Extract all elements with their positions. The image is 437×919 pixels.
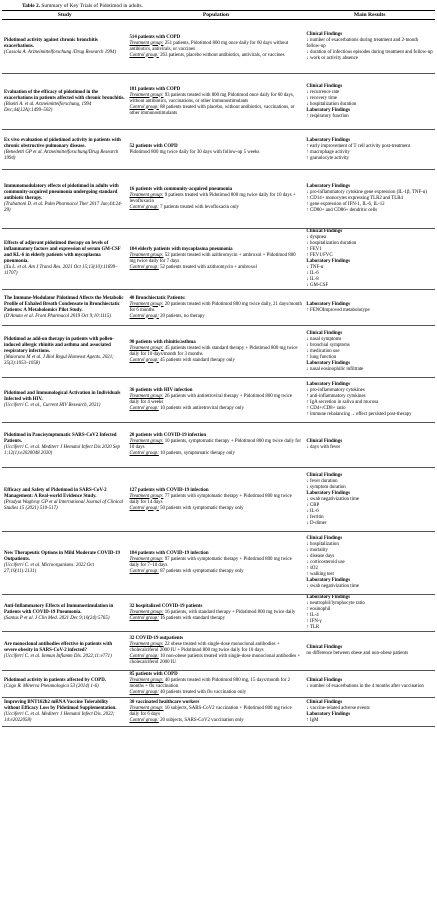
study-reference: (Cassola A. Arzneimittelforschung /Drug Research 1994) [4,49,117,55]
results-cell [304,468,435,532]
findings-heading: Clinical Findings [306,31,343,37]
population-heading: 36 patients with HIV infection [129,388,193,393]
group-description: 45 patients treated with standard therapy + Pidotimod 800 mg twice daily for 10 days/month for 3 months [129,345,298,357]
finding-item: ↓ hospitalization [306,542,339,547]
group-label: Treatment group: [129,557,164,562]
results-cell [304,671,435,698]
study-cell [2,423,127,468]
findings-heading: Clinical Findings [306,472,343,478]
caption-text: Summary of Key Trials of Pidotimod in adults. [40,3,143,9]
population-heading: 32 hospitalized COVID-19 patients [129,604,203,609]
finding-item: ↓ number of exacerbations in the 4 months after vaccination [306,684,424,689]
results-cell [304,130,435,170]
findings-heading: Clinical Findings [306,330,343,336]
study-cell [2,20,127,74]
group-label: Control group: [129,406,159,411]
findings-heading: Laboratory Findings [306,578,350,583]
group-description: 40 patients treated with Pidotimod 800 mg, 15 days/month for 2 months + flu vaccination [129,678,291,689]
study-reference: (Ucciferri C. et al. Microorganisms. 2022 Oct 27;10(11):2131) [4,563,94,574]
results-cell [304,326,435,378]
population-group [129,451,302,457]
group-description: 16 patients, with standard therapy + Pidotimod 800 mg twice daily [163,610,296,615]
group-label: Treatment group: [129,439,164,444]
group-label: Control group: [129,265,159,270]
group-description: 45 patients with standard therapy only [158,357,235,363]
population-group [129,439,302,451]
table-row [2,698,435,727]
population-cell [127,229,304,290]
group-description: 10 patients with antiretroviral therapy only [158,406,244,411]
study-reference: (Ucciferri C. et al., Current HIV Research, 2021) [4,403,101,408]
study-reference: (Trabattoni D. et al. Pulm Pharmacol Ther 2017 Jun;44:24-29) [4,202,123,213]
finding-item: ↓ hospitalization duration [306,101,357,107]
population-group [129,394,302,406]
group-label: Treatment group: [129,193,164,198]
finding-item: ↓ recurrence rate [306,89,340,95]
study-reference: (Ucciferri C. et al. Immun Inflamm Dis. 2022;11:e771) [4,654,112,659]
study-reference: (Benedetti GP et al. Arzneimittelforschung/Drug Research 1994) [4,149,119,161]
findings-heading: Laboratory Findings [306,259,350,264]
group-label: Treatment group: [129,92,164,98]
finding-item: ↑ CD4+/CD8+ ratio [306,406,346,411]
finding-item: ↓ disease days [306,554,335,559]
group-description: 77 patients with symptomatic therapy + Pidotimod 800 mg twice daily for 14 days [129,493,292,505]
table-row [2,130,435,170]
group-label: Treatment group: [129,678,164,683]
study-cell [2,532,127,595]
finding-item: ↑ CD80+ and CD86+ dendritic cells [306,208,378,213]
table-row [2,20,435,74]
group-description: 40 patients treated with flu vaccination only [158,690,247,695]
population-heading: 52 patients with COPD [129,143,178,149]
results-cell [304,632,435,671]
study-cell [2,671,127,698]
study-title: Pidotimod activity in patients affected by COPD. [4,678,107,683]
study-title: Ex vivo evaluation of pidotimod activity in patients with chronic obstructive pulmonary disease. [4,137,121,149]
study-reference: (Pradyut Waghray GP et al International Journal of Clinical Studies 15 (2021) 510-517) [4,499,123,511]
group-label: Control group: [129,654,159,659]
population-group [129,205,302,211]
population-cell [127,468,304,532]
population-group [129,93,302,105]
study-cell [2,290,127,326]
header-results: Main Results [304,11,435,20]
group-label: Treatment group: [129,642,164,647]
population-group [129,265,302,271]
study-reference: (Santus P et al. J Clin Med. 2021 Dec 9;10(24):5765) [4,616,110,621]
population-heading: 85 patients with COPD [129,672,178,677]
study-title: Immunomodulatory effects of pidotimod in adults with community-acquired pneumonia undergoing standard antibiotic therapy. [4,184,119,201]
table-row [2,671,435,698]
table-row [2,326,435,378]
group-description: 20 patients treated with Pidotimod 800 mg twice daily, 21 days/month for 6 months [129,301,302,313]
population-group [129,569,302,575]
table-row [2,532,435,595]
finding-item: ↓ pro-inflammatory cytokine gene expression (IL-1β, TNF-α) [306,190,427,195]
finding-item: ↓ hospitalization duration [306,241,357,246]
results-cell [304,378,435,423]
findings-heading: Clinical Findings [306,700,343,705]
table-row [2,468,435,532]
table-row [2,229,435,290]
finding-item: ↑ IgA secretion in saliva and mucosa [306,400,379,405]
finding-item: ↑ macrophage activity [306,149,350,155]
population-group [129,706,302,718]
population-heading: 16 patients with community-acquired pneumonia [129,187,233,192]
group-description: 52 patients treated with azithromycin + ambroxol [158,265,257,270]
finding-item: ↓ IL-6 [306,271,319,276]
group-description: 10 patients, symptomatic therapy + Pidotimod 800 mg twice daily for 10 days [129,439,301,450]
study-reference: (Bisetti A. et al. Arzneimittelforschung, 1994 Dec;44(12A):1499–502) [4,101,92,113]
study-title: Pidotimod as add-on therapy in patients with pollen-induced allergic rhinitis and asthma and associated respiratory infections. [4,336,114,354]
group-description: 263 patients, placebo without antibiotics, antivirals, or vaccines [158,52,285,58]
finding-item: ↓ neutrophil/lymphocyte ratio [306,601,365,606]
findings-heading: Laboratory Findings [306,382,350,387]
population-cell [127,130,304,170]
population-group [129,690,302,696]
study-reference: (Xu L. et al. Am J Transl Res. 2021 Oct 15;13(10):11699–11707) [4,265,118,276]
population-group [129,105,302,117]
results-cell [304,423,435,468]
table-row [2,290,435,326]
study-cell [2,130,127,170]
finding-item: ↓ duration of infectious episodes during treatment and follow-up [306,49,433,55]
finding-item: ↑ IFN-γ [306,619,322,624]
population-heading: 32 COVID-19 outpatients [129,636,183,641]
finding-item: ↑ TLR [306,625,320,630]
population-group [129,406,302,412]
population-group [129,193,302,205]
table-row [2,378,435,423]
population-heading: 184 patients with COVID-19 infection [129,551,209,556]
population-group [129,346,302,358]
population-cell [127,74,304,130]
results-cell [304,532,435,595]
population-group [129,678,302,690]
findings-heading: Laboratory Findings [306,360,350,366]
group-description: 10 non-obese patients treated with single-dose monoclonal antibodies + cholecalciferol 2000 IU [129,654,301,665]
population-cell [127,698,304,727]
group-description: 20 subjects, SARS-CoV2 vaccination only [158,718,244,723]
header-population: Population [127,11,304,20]
group-description: 88 patients treated with placebo, without antibiotics, vaccinations, or other immunostimulants [129,104,295,116]
population-group [129,253,302,265]
study-reference: (Maiorano M et al. J Biol Regul Homeost Agents. 2021; 35(3):1053–1058) [4,354,114,366]
population-group [129,53,302,59]
findings-heading: Clinical Findings [306,229,343,234]
group-label: Treatment group: [129,253,164,258]
study-title: Are monoclonal antibodies effective in patients with severe obesity in SARS-CoV-2 infected? [4,642,113,653]
table-body [2,20,435,727]
finding-item: ↑ immune rebalancing→ effect persisted post-therapy [306,412,412,417]
findings-heading: Clinical Findings [306,439,343,444]
population-cell [127,170,304,229]
population-heading: 127 patients with COVID-19 infection [129,487,209,493]
results-cell [304,698,435,727]
finding-item: ↓ work or activity absence [306,55,358,61]
finding-item: ↓ pro-inflammatory cytokines [306,388,365,393]
finding-item: ↑ IL-4 [306,613,319,618]
group-label: Treatment group: [129,40,164,46]
group-label: Treatment group: [129,610,164,615]
population-heading: 20 patients with COVID-19 infection [129,433,207,438]
population-heading: 30 vaccinated healthcare workers [129,700,200,705]
header-row [2,11,435,20]
study-cell [2,632,127,671]
group-description: 10 patients, symptomatic therapy only [158,451,235,456]
group-label: Control group: [129,104,159,110]
group-description: Pidotimod 800 mg twice daily for 30 days with follow-up 5 weeks [129,149,260,155]
group-description: 16 patients with standard therapy [158,616,226,621]
group-description: 50 patients with symptomatic therapy only [158,505,244,511]
population-group [129,642,302,654]
group-label: Control group: [129,569,159,574]
finding-item: ↓ medication use [306,348,340,354]
population-group [129,150,302,156]
finding-item: ↑ FENOImproved metabolotype [306,307,370,313]
finding-item: ↓ days with fever [306,445,341,450]
group-description: 20 patients, no therapy [158,313,205,319]
study-title: Efficacy and Safety of Pidotimod in SARS-CoV-2 Management: A Real-world Evidence Study. [4,487,107,499]
finding-item: ↑ FEV1/FVC [306,253,333,258]
findings-heading: Laboratory Findings [306,712,350,717]
study-title: Effects of adjuvant pidotimod therapy on levels of inflammatory factors and expression of serum GM-CSF and KL-6 in elderly patients with mycoplasma pneumonia. [4,241,121,264]
findings-heading: Clinical Findings [306,645,343,650]
study-cell [2,170,127,229]
population-group [129,314,302,320]
population-heading: 104 elderly patients with mycoplasma pneumonia [129,247,233,252]
group-label: Treatment group: [129,301,164,307]
group-label: Treatment group: [129,345,164,351]
findings-heading: Laboratory Findings [306,107,350,113]
study-reference: (Ucciferri C. et al. Mediterr J Hematol Infect Dis 2020 Sep 1;12(1):e2020048 2020) [4,445,120,456]
study-title: Anti-Inflammatory Effects of Immunostimulation in Patients with COVID-19 Pneumonia. [4,604,114,615]
trials-table [2,10,435,727]
population-group [129,654,302,666]
finding-item: ↓ D-dimer [306,520,327,526]
population-heading: 40 Bronchiectatic Patients: [129,295,186,301]
population-cell [127,595,304,632]
finding-item: ↓ TNF-α [306,265,324,270]
population-group [129,494,302,506]
study-cell [2,698,127,727]
finding-item: ↑ sO2 [306,566,318,571]
finding-item: ↑ lung function [306,354,337,360]
table-caption [0,0,437,10]
finding-item: no difference between obese and non-obese patients [306,651,409,656]
study-title: Pidotimod activity against chronic bronchitis exacerbations. [4,37,98,49]
study-cell [2,468,127,532]
finding-item: ↑ respiratory function [306,113,349,119]
finding-item: ↓ corticosteroid use [306,560,345,565]
population-group [129,41,302,53]
finding-item: ↓ mortality [306,548,328,553]
finding-item: ↓ vaccine-related adverse events [306,706,370,711]
group-label: Treatment group: [129,394,164,399]
group-label: Control group: [129,505,159,511]
population-cell [127,290,304,326]
study-title: Evaluation of the efficacy of pidotimod in the exacerbations in patients affected with chronic bronchitis. [4,89,125,101]
finding-item: ↑ gene expression of IFN-1, IL-6, IL-12 [306,202,385,207]
population-heading: 181 patients with COPD [129,86,181,92]
group-description: 22 obese treated with single-dose monoclonal antibodies + cholecalciferol 2000 IU + Pidotimod 800 mg twice daily for 10 days [129,642,280,653]
study-title: Improving BNT162b2 mRNA Vaccine Tolerability without Efficacy Loss by Pidotimod Supplementation. [4,700,117,711]
finding-item: ↓ swab negativization time [306,584,359,589]
study-cell [2,229,127,290]
finding-item: ↓ nasal eosinophilic infiltrate [306,366,364,372]
group-label: Control group: [129,313,159,319]
finding-item: ↓ fever duration [306,478,338,484]
table-row [2,423,435,468]
finding-item: ↓ symptom duration [306,484,346,490]
finding-item: ↑ early improvement of T cell activity post-treatment [306,143,411,149]
results-cell [304,290,435,326]
group-description: 87 patients with symptomatic therapy only [158,569,244,574]
population-group [129,506,302,512]
population-heading: 90 patients with rhinitis/asthma [129,339,196,345]
population-heading: 514 patients with COPD [129,34,181,40]
table-row [2,595,435,632]
finding-item: ↓ ferritin [306,514,324,520]
finding-item: ↑ IgM [306,718,319,723]
results-cell [304,20,435,74]
population-cell [127,20,304,74]
table-row [2,170,435,229]
population-cell [127,378,304,423]
group-description: 26 patients with antiretroviral therapy + Pidotimod 800 mg twice daily for 4 weeks [129,394,293,405]
group-label: Control group: [129,52,159,58]
study-cell [2,74,127,130]
findings-heading: Laboratory Findings [306,301,350,307]
finding-item: ↑ FEV1 [306,247,322,252]
finding-item: ↓ bronchial symptoms [306,342,350,348]
population-cell [127,423,304,468]
findings-heading: Laboratory Findings [306,184,350,189]
group-label: Treatment group: [129,493,164,499]
population-group [129,557,302,569]
population-cell [127,326,304,378]
group-label: Control group: [129,616,159,621]
findings-heading: Laboratory Findings [306,137,350,143]
finding-item: ↓ dyspnea [306,235,327,240]
finding-item: ↓ nasal symptoms [306,336,342,342]
group-description: 251 patients, Pidotimod 800 mg once daily for 60 days without antibiotics, antivirals, or vaccines [129,40,289,52]
finding-item: ↓ CRP [306,502,320,508]
group-description: 52 patients treated with azithromycin + ambroxol + Pidotimod 800 mg twice daily for 7 days [129,253,296,264]
finding-item: ↑ walking test [306,572,334,577]
group-label: Control group: [129,205,159,210]
study-reference: (Ucciferri C. et al. Mediterr J Hematol Infect Dis. 2022; 14:e2022058) [4,712,115,723]
population-cell [127,532,304,595]
finding-item: ↑ eosinophil [306,607,331,612]
finding-item: ↓ IL-6 [306,508,319,514]
finding-item: ↓ recovery time [306,95,338,101]
finding-item: ↓ swab negativization time [306,496,359,502]
finding-item: ↓ IL-8 [306,277,319,282]
group-label: Control group: [129,451,159,456]
study-title: New Therapeutic Options in Mild Moderate COVID-19 Outpatients. [4,551,120,562]
group-description: 93 patients treated with 800 mg Pidotimod once daily for 60 days, without antibiotics, vaccinations, or other immunostimulants [129,92,295,104]
group-label: Treatment group: [129,706,164,711]
table-row [2,74,435,130]
header-study: Study [2,11,127,20]
results-cell [304,595,435,632]
population-cell [127,632,304,671]
study-cell [2,595,127,632]
group-label: Control group: [129,690,159,695]
finding-item: ↑ CD14+ monocytes expressing TLR2 and TLR4 [306,196,403,201]
group-description: 10 subjects, SARS-CoV2 vaccination + Pidotimod 800 mg twice daily for 6 days [129,706,292,717]
population-cell [127,671,304,698]
population-group [129,358,302,364]
group-description: 7 patients treated with levofloxacin only [158,205,240,210]
population-group [129,302,302,314]
findings-heading: Clinical Findings [306,83,343,89]
study-title: Pidotimod and Immunological Activation in Individuals Infected with HIV. [4,391,121,402]
population-group [129,718,302,724]
finding-item: ↓ GM-CSF [306,283,329,288]
findings-heading: Clinical Findings [306,536,343,541]
results-cell [304,170,435,229]
study-reference: (D'Amato et al. Front Pharmacol 2019 Oct 9;10:1115) [4,313,111,319]
study-cell [2,378,127,423]
table-row [2,632,435,671]
findings-heading: Laboratory Findings [306,595,350,600]
results-cell [304,229,435,290]
study-title: Pidotimod in Paucisymptomatic SARS-CoV2 Infected Patients. [4,433,117,444]
finding-item: ↓ number of exacerbations during treatment and 2-month follow-up [306,37,419,49]
group-label: Control group: [129,357,159,363]
findings-heading: Laboratory Findings [306,490,350,496]
population-group [129,616,302,622]
study-cell [2,326,127,378]
group-description: 9 patients treated with Pidotimod 800 mg twice daily for 10 days + levofloxacin [129,193,296,204]
finding-item: ↑ anti-inflammatory cytokines [306,394,366,399]
group-label: Control group: [129,718,159,723]
study-title: The Immune-Modulator Pidotimod Affects the Metabolic Profile of Exhaled Breath Condensate in Bronchiectatic Patients: A Metabolomics Pilot Study. [4,295,124,313]
finding-item: ↑ granulocyte activity [306,155,350,161]
group-description: 97 patients with symptomatic therapy + Pidotimod 800 mg twice daily for 7–10 days [129,557,292,568]
results-cell [304,74,435,130]
caption-label: Table 2. [22,3,41,9]
findings-heading: Clinical Findings [306,678,343,683]
study-reference: (Cogo R. Minerva Pneumologica 53 (2014) 1-6) [4,684,99,689]
